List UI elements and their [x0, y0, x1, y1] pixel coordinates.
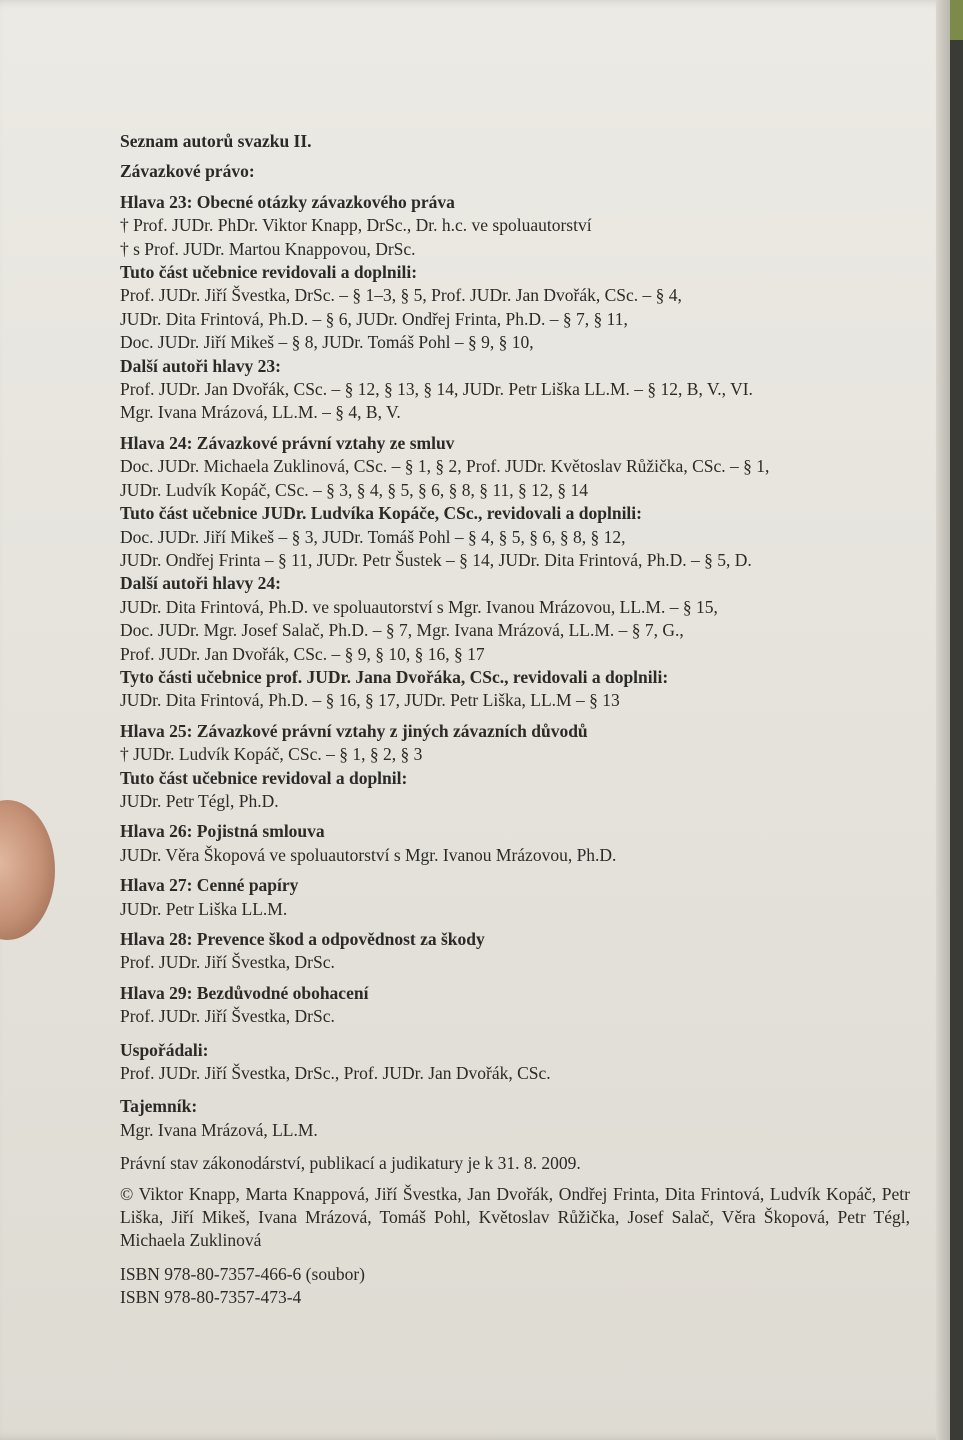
chapter-23-heading: Hlava 23: Obecné otázky závazkového práva [120, 191, 455, 212]
author-line: JUDr. Dita Frintová, Ph.D. – § 6, JUDr. Ondřej Frinta, Ph.D. – § 7, § 11, [120, 308, 628, 329]
author-line: Doc. JUDr. Mgr. Josef Salač, Ph.D. – § 7, Mgr. Ivana Mrázová, LL.M. – § 7, G., [120, 620, 684, 641]
chapter-25-heading: Hlava 25: Závazkové právní vztahy z jiných závazních důvodů [120, 720, 588, 741]
other-authors-heading: Další autoři hlavy 23: [120, 355, 281, 376]
authors-list [120, 130, 910, 1310]
author-line: † Prof. JUDr. PhDr. Viktor Knapp, DrSc., Dr. h.c. ve spoluautorství [120, 215, 592, 236]
chapter-26-heading: Hlava 26: Pojistná smlouva [120, 821, 325, 842]
page-edge [936, 0, 950, 1440]
author-line: JUDr. Petr Tégl, Ph.D. [120, 790, 279, 811]
author-line: JUDr. Ondřej Frinta – § 11, JUDr. Petr Šustek – § 14, JUDr. Dita Frintová, Ph.D. – § 5, D. [120, 549, 752, 570]
chapter-29-heading: Hlava 29: Bezdůvodné obohacení [120, 982, 369, 1003]
author-line: † s Prof. JUDr. Martou Knappovou, DrSc. [120, 238, 416, 259]
author-line: Doc. JUDr. Jiří Mikeš – § 8, JUDr. Tomáš Pohl – § 9, § 10, [120, 332, 534, 353]
author-line: JUDr. Petr Liška LL.M. [120, 898, 288, 919]
list-title: Seznam autorů svazku II. [120, 131, 312, 151]
author-line: JUDr. Dita Frintová, Ph.D. – § 16, § 17, JUDr. Petr Liška, LL.M – § 13 [120, 690, 620, 711]
editors-line: Prof. JUDr. Jiří Švestka, DrSc., Prof. JUDr. Jan Dvořák, CSc. [120, 1063, 551, 1084]
author-line: Prof. JUDr. Jiří Švestka, DrSc. – § 1–3, § 5, Prof. JUDr. Jan Dvořák, CSc. – § 4, [120, 285, 682, 306]
other-authors-heading: Další autoři hlavy 24: [120, 573, 281, 594]
secretary-line: Mgr. Ivana Mrázová, LL.M. [120, 1119, 318, 1140]
isbn-line: ISBN 978-80-7357-466-6 (soubor) [120, 1263, 365, 1284]
copyright: © Viktor Knapp, Marta Knappová, Jiří Švestka, Jan Dvořák, Ondřej Frinta, Dita Frintová, Ludvík Kopáč, Petr Liška, Jiří Mikeš, Ivana Mrázová, Tomáš Pohl, Květoslav Růžička, Josef Salač, Věra Škopová, Petr Tégl, Michaela Zuklinová [120, 1183, 910, 1251]
revised-heading: Tuto část učebnice JUDr. Ludvíka Kopáče, CSc., revidovali a doplnili: [120, 503, 642, 524]
author-line: † JUDr. Ludvík Kopáč, CSc. – § 1, § 2, § 3 [120, 744, 423, 765]
legal-state: Právní stav zákonodárství, publikací a judikatury je k 31. 8. 2009. [120, 1153, 581, 1174]
author-line: Prof. JUDr. Jan Dvořák, CSc. – § 12, § 13, § 14, JUDr. Petr Liška LL.M. – § 12, B, V., VI. [120, 379, 753, 400]
chapter-28-heading: Hlava 28: Prevence škod a odpovědnost za škody [120, 929, 485, 949]
author-line: Prof. JUDr. Jiří Švestka, DrSc. [120, 952, 335, 973]
revised-heading: Tuto část učebnice revidoval a doplnil: [120, 767, 408, 788]
author-line: JUDr. Věra Škopová ve spoluautorství s Mgr. Ivanou Mrázovou, Ph.D. [120, 844, 617, 865]
author-line: Prof. JUDr. Jan Dvořák, CSc. – § 9, § 10, § 16, § 17 [120, 643, 485, 664]
revised-heading: Tuto část učebnice revidovali a doplnili: [120, 262, 418, 283]
editors-heading: Uspořádali: [120, 1039, 209, 1060]
author-line: JUDr. Dita Frintová, Ph.D. ve spoluautorství s Mgr. Ivanou Mrázovou, LL.M. – § 15, [120, 596, 718, 617]
revised-heading: Tyto části učebnice prof. JUDr. Jana Dvořáka, CSc., revidovali a doplnili: [120, 666, 669, 687]
author-line: JUDr. Ludvík Kopáč, CSc. – § 3, § 4, § 5, § 6, § 8, § 11, § 12, § 14 [120, 479, 588, 500]
author-line: Mgr. Ivana Mrázová, LL.M. – § 4, B, V. [120, 402, 401, 423]
author-line: Doc. JUDr. Jiří Mikeš – § 3, JUDr. Tomáš Pohl – § 4, § 5, § 6, § 8, § 12, [120, 526, 626, 547]
subtitle: Závazkové právo: [120, 161, 255, 182]
chapter-24-heading: Hlava 24: Závazkové právní vztahy ze smluv [120, 432, 455, 453]
isbn-line: ISBN 978-80-7357-473-4 [120, 1287, 302, 1308]
author-line: Doc. JUDr. Michaela Zuklinová, CSc. – § 1, § 2, Prof. JUDr. Květoslav Růžička, CSc. – § 1, [120, 456, 770, 477]
chapter-27-heading: Hlava 27: Cenné papíry [120, 875, 299, 896]
author-line: Prof. JUDr. Jiří Švestka, DrSc. [120, 1006, 335, 1027]
secretary-heading: Tajemník: [120, 1096, 198, 1117]
